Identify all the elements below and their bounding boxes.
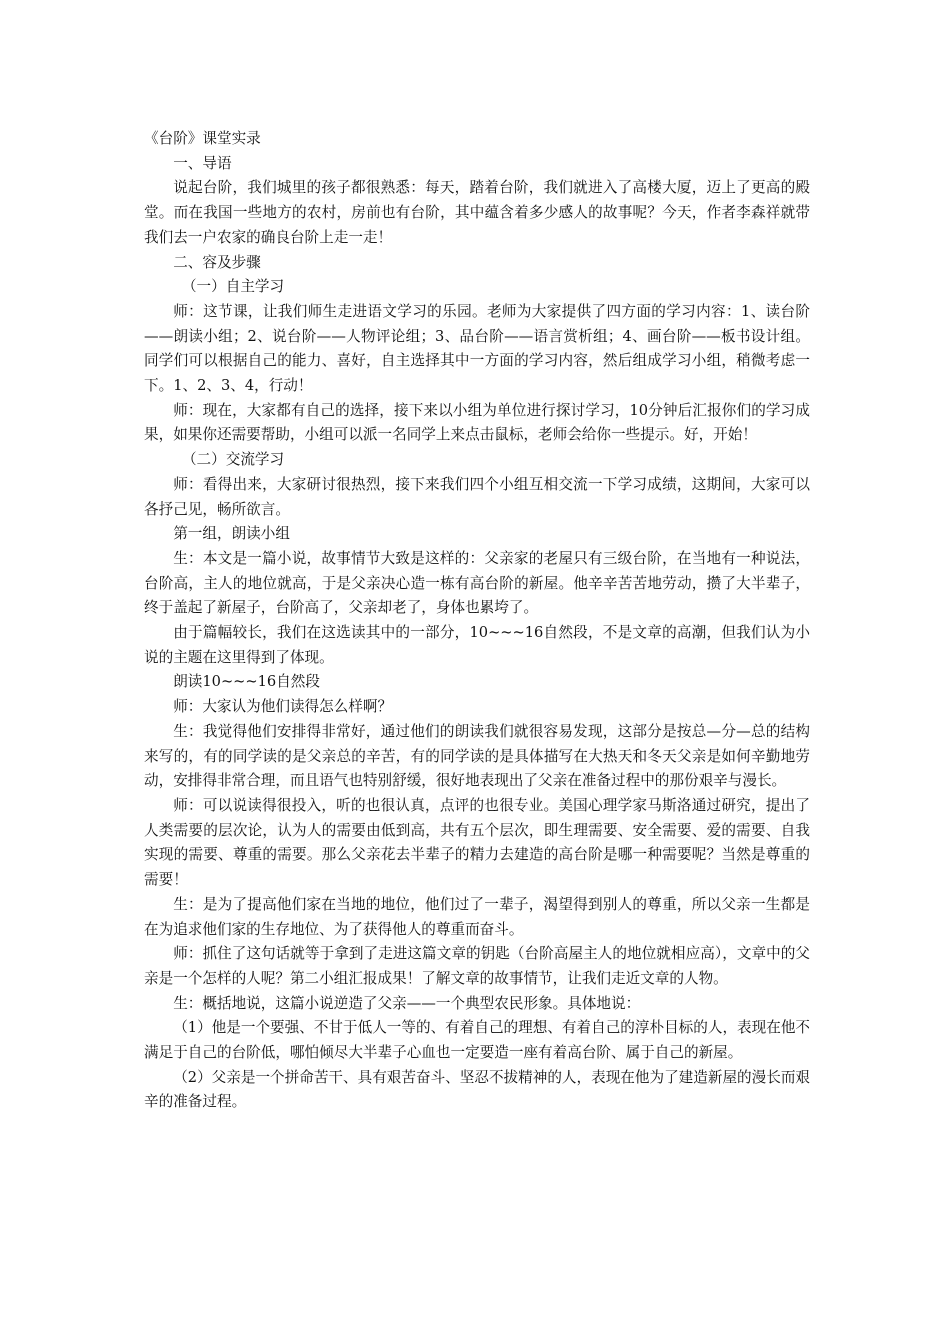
section-heading-intro: 一、导语 [173,154,232,172]
subsection-heading-self-study: （一）自主学习 [181,278,285,296]
paragraph-student-1: 生：本文是一篇小说，故事情节大致是这样的：父亲家的老屋只有三级台阶，在当地有一种说法，台阶高，主人的地位就高，于是父亲决心造一栋有高台阶的新屋。他辛辛苦苦地劳动，攒了大半辈子，终于盖起了新屋子，台阶高了，父亲却老了，身体也累垮了。 [144,549,810,617]
paragraph-student-5: 生：概括地说，这篇小说逆造了父亲——一个典型农民形象。具体地说： [173,994,641,1012]
document-title: 《台阶》课堂实录 [144,130,261,147]
group-heading-reading: 第一组，朗读小组 [173,525,290,543]
paragraph-reading-note: 朗读10~~~16自然段 [173,673,320,691]
list-item-2: （2）父亲是一个拼命苦干、具有艰苦奋斗、坚忍不拔精神的人，表现在他为了建造新屋的漫长而艰辛的准备过程。 [144,1068,811,1111]
paragraph-intro: 说起台阶，我们城里的孩子都很熟悉：每天，踏着台阶，我们就进入了高楼大厦，迈上了更高的殿堂。而在我国一些地方的农村，房前也有台阶，其中蕴含着多少感人的故事呢？今天，作者李森祥就带我们去一户农家的确良台阶上走一走！ [144,179,810,246]
paragraph-teacher-6: 师：抓住了这句话就等于拿到了走进这篇文章的钥匙（台阶高屋主人的地位就相应高），文章中的父亲是一个怎样的人呢？第二小组汇报成果！了解文章的故事情节，让我们走近文章的人物。 [144,945,810,987]
paragraph-teacher-3: 师：看得出来，大家研讨很热烈，接下来我们四个小组互相交流一下学习成绩，这期间，大家可以各抒己见，畅所欲言。 [144,475,810,518]
paragraph-teacher-4: 师：大家认为他们读得怎么样啊？ [173,698,393,716]
paragraph-teacher-5: 师：可以说读得很投入，听的也很认真，点评的也很专业。美国心理学家马斯洛通过研究，提出了人类需要的层次论，认为人的需要由低到高，共有五个层次，即生理需要、安全需要、爱的需要、自我实现的需要、尊重的需要。那么父亲花去半辈子的精力去建造的高台阶是哪一种需要呢？当然是尊重的需要！ [144,796,810,889]
paragraph-student-3: 生：我觉得他们安排得非常好，通过他们的朗读我们就很容易发现，这部分是按总—分—总的结构来写的，有的同学读的是父亲总的辛苦，有的同学读的是具体描写在大热天和冬天父亲是如何辛勤地劳动，安排得非常合理，而且语气也特别舒缓，很好地表现出了父亲在准备过程中的那份艰辛与漫长。 [144,722,810,790]
section-heading-steps: 二、容及步骤 [173,253,261,271]
paragraph-student-2: 由于篇幅较长，我们在这选读其中的一部分，10~~~16自然段，不是文章的高潮，但我们认为小说的主题在这里得到了体现。 [144,624,810,666]
document-body [144,127,810,1115]
list-item-1: （1）他是一个要强、不甘于低人一等的、有着自己的理想、有着自己的淳朴目标的人，表现在他不满足于自己的台阶低，哪怕倾尽大半辈子心血也一定要造一座有着高台阶、属于自己的新屋。 [144,1019,811,1062]
subsection-heading-exchange: （二）交流学习 [181,451,285,469]
paragraph-student-4: 生：是为了提高他们家在当地的地位，他们过了一辈子，渴望得到别人的尊重，所以父亲一生都是在为追求他们家的生存地位、为了获得他人的尊重而奋斗。 [144,895,810,938]
paragraph-teacher-1: 师：这节课，让我们师生走进语文学习的乐园。老师为大家提供了四方面的学习内容：1、读台阶——朗读小组；2、说台阶——人物评论组；3、品台阶——语言赏析组；4、画台阶——板书设计组。同学们可以根据自己的能力、喜好，自主选择其中一方面的学习内容，然后组成学习小组，稍微考虑一下。1、2、3、4，行动！ [144,302,810,395]
paragraph-teacher-2: 师：现在，大家都有自己的选择，接下来以小组为单位进行探讨学习，10分钟后汇报你们的学习成果，如果你还需要帮助，小组可以派一名同学上来点击鼠标，老师会给你一些提示。好，开始！ [144,401,810,444]
